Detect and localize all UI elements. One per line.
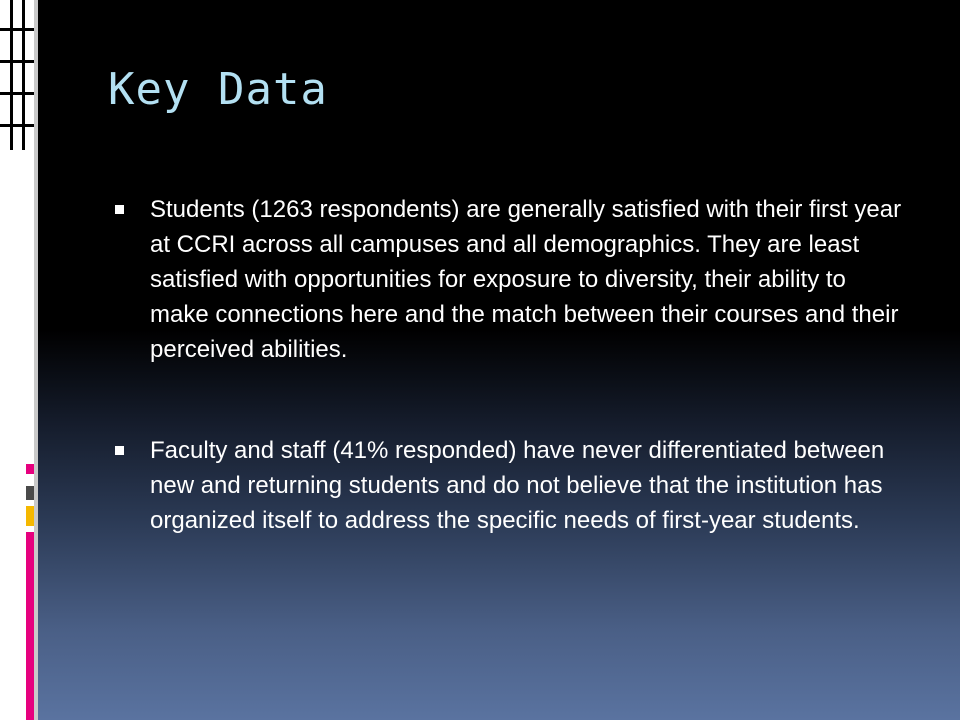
accent-bar-gray [26,486,34,500]
square-bullet-icon [115,446,124,455]
square-bullet-icon [115,205,124,214]
bullet-list [110,192,910,604]
bullet-text: Students (1263 respondents) are generally satisfied with their first year at CCRI across all campuses and all demographics. They are least satisfied with opportunities for exposure to diversity, their ability to make connections here and the match between their courses and their perceived abilities. [150,196,902,363]
slide-title: Key Data [108,64,328,115]
pane-ornament-horizontal-3 [0,92,34,95]
left-band-rule [34,0,38,720]
accent-bar-magenta-top [26,464,34,474]
bullet-item [110,192,910,367]
accent-bar-magenta-bottom [26,532,34,720]
left-decorative-band [0,0,38,720]
pane-ornament-horizontal-4 [0,124,34,127]
accent-bar-yellow [26,506,34,526]
pane-ornament-horizontal-2 [0,60,34,63]
pane-ornament-horizontal-1 [0,28,34,31]
pane-ornament-vertical-2 [22,0,25,150]
bullet-text: Faculty and staff (41% responded) have never differentiated between new and returning students and do not believe that the institution has organized itself to address the specific needs of first-year students. [150,437,885,534]
pane-ornament-vertical-1 [10,0,13,150]
bullet-item [110,433,910,538]
